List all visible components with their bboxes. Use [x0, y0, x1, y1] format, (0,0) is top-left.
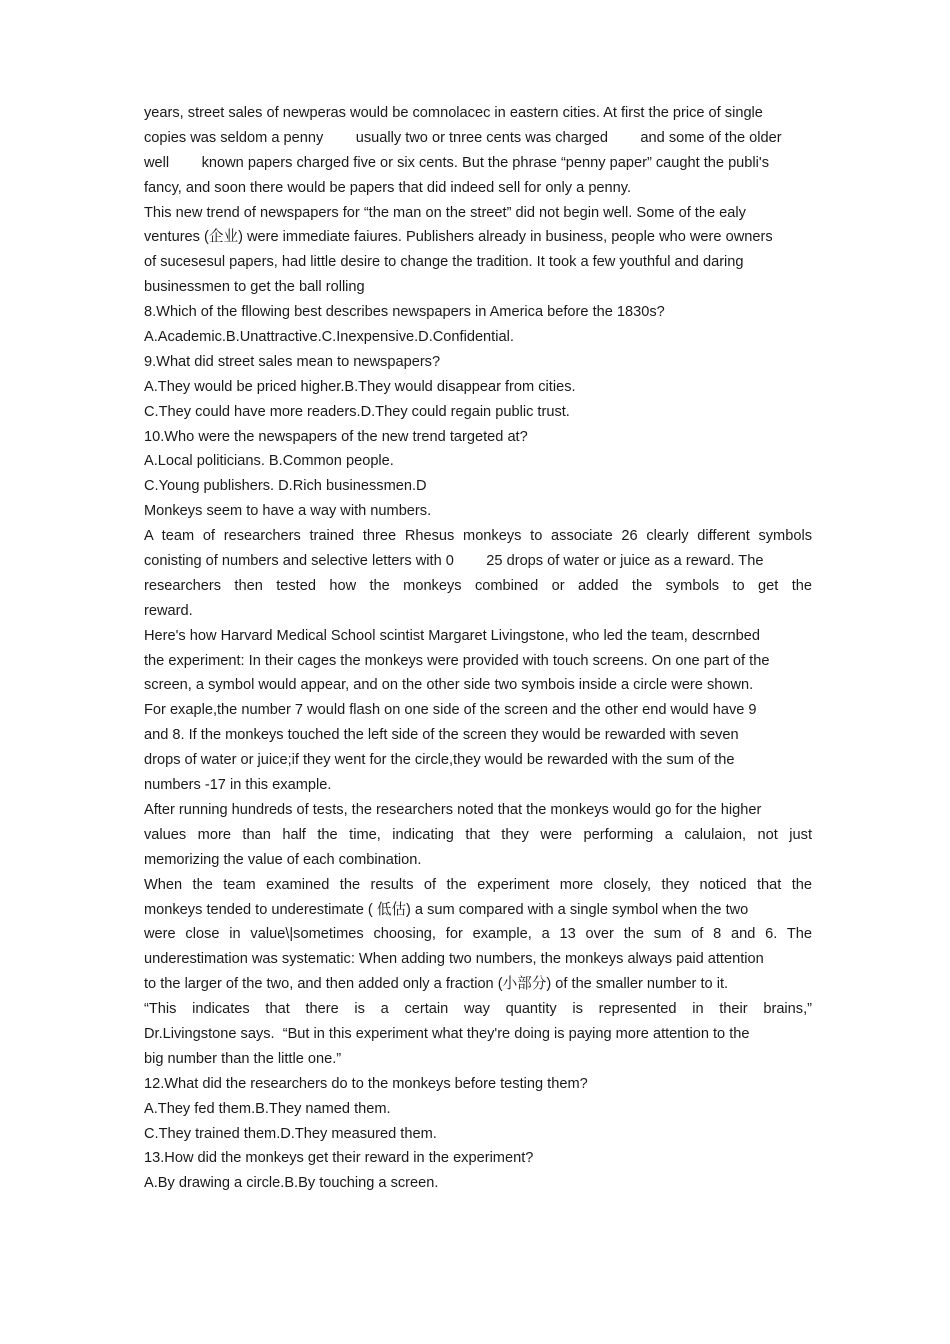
text-line: A.Local politicians. B.Common people.	[144, 453, 394, 470]
text-line: This new trend of newspapers for “the man on the street” did not begin well. Some of the ealy	[144, 204, 746, 221]
text-line: were close in value\|sometimes choosing, for example, a 13 over the sum of 8 and 6. The	[144, 926, 812, 943]
text-line: C.Young publishers. D.Rich businessmen.D	[144, 478, 427, 495]
text-line: For exaple,the number 7 would flash on one side of the screen and the other end would have 9	[144, 702, 757, 719]
text-line: C.They could have more readers.D.They could regain public trust.	[144, 403, 570, 420]
text-line: numbers -17 in this example.	[144, 777, 332, 794]
text-line: Dr.Livingstone says. “But in this experiment what they're doing is paying more attention to the	[144, 1025, 750, 1042]
text-line: Here's how Harvard Medical School scintist Margaret Livingstone, who led the team, descrnbed	[144, 627, 761, 644]
text-line: After running hundreds of tests, the researchers noted that the monkeys would go for the higher	[144, 801, 762, 818]
text-line: researchers then tested how the monkeys combined or added the symbols to get the	[144, 577, 812, 594]
text-line: to the larger of the two, and then added only a fraction (小部分) of the smaller number to it.	[144, 976, 729, 993]
text-line: big number than the little one.”	[144, 1050, 342, 1067]
document-page	[144, 101, 812, 1196]
text-line: 8.Which of the fllowing best describes newspapers in America before the 1830s?	[144, 304, 665, 321]
text-line: screen, a symbol would appear, and on the other side two symbois inside a circle were shown.	[144, 677, 754, 694]
text-line: C.They trained them.D.They measured them.	[144, 1125, 437, 1142]
text-line: drops of water or juice;if they went for the circle,they would be rewarded with the sum of the	[144, 752, 735, 769]
text-line: the experiment: In their cages the monkeys were provided with touch screens. On one part of the	[144, 652, 770, 669]
text-line: “This indicates that there is a certain way quantity is represented in their brains,”	[144, 1001, 812, 1018]
text-line: of sucesesul papers, had little desire to change the tradition. It took a few youthful and daring	[144, 254, 744, 271]
text-line: 13.How did the monkeys get their reward in the experiment?	[144, 1150, 534, 1167]
text-line: conisting of numbers and selective letters with 0 25 drops of water or juice as a reward. The	[144, 553, 764, 570]
text-line: values more than half the time, indicating that they were performing a calulaion, not just	[144, 826, 812, 843]
text-line: A.Academic.B.Unattractive.C.Inexpensive.D.Confidential.	[144, 329, 514, 346]
text-line: 10.Who were the newspapers of the new trend targeted at?	[144, 428, 528, 445]
text-line: reward.	[144, 602, 193, 619]
text-line: 12.What did the researchers do to the monkeys before testing them?	[144, 1075, 588, 1092]
text-line: Monkeys seem to have a way with numbers.	[144, 503, 432, 520]
text-line: ventures (企业) were immediate faiures. Publishers already in business, people who were owners	[144, 229, 773, 246]
text-line: A.They fed them.B.They named them.	[144, 1100, 391, 1117]
text-line: well known papers charged five or six cents. But the phrase “penny paper” caught the publi's	[144, 154, 769, 171]
text-line: underestimation was systematic: When adding two numbers, the monkeys always paid attention	[144, 951, 764, 968]
text-line: monkeys tended to underestimate ( 低估) a sum compared with a single symbol when the two	[144, 901, 749, 918]
text-line: and 8. If the monkeys touched the left side of the screen they would be rewarded with seven	[144, 727, 739, 744]
text-line: A team of researchers trained three Rhesus monkeys to associate 26 clearly different symbols	[144, 528, 812, 545]
text-line: A.By drawing a circle.B.By touching a screen.	[144, 1175, 439, 1192]
text-line: A.They would be priced higher.B.They would disappear from cities.	[144, 378, 576, 395]
text-line: 9.What did street sales mean to newspapers?	[144, 353, 441, 370]
text-line: years, street sales of newperas would be comnolacec in eastern cities. At first the price of single	[144, 105, 763, 121]
text-line: copies was seldom a penny usually two or tnree cents was charged and some of the older	[144, 129, 782, 146]
text-line: businessmen to get the ball rolling	[144, 279, 365, 296]
text-line: memorizing the value of each combination.	[144, 851, 422, 868]
text-line: fancy, and soon there would be papers that did indeed sell for only a penny.	[144, 179, 632, 196]
text-line: When the team examined the results of the experiment more closely, they noticed that the	[144, 876, 812, 893]
